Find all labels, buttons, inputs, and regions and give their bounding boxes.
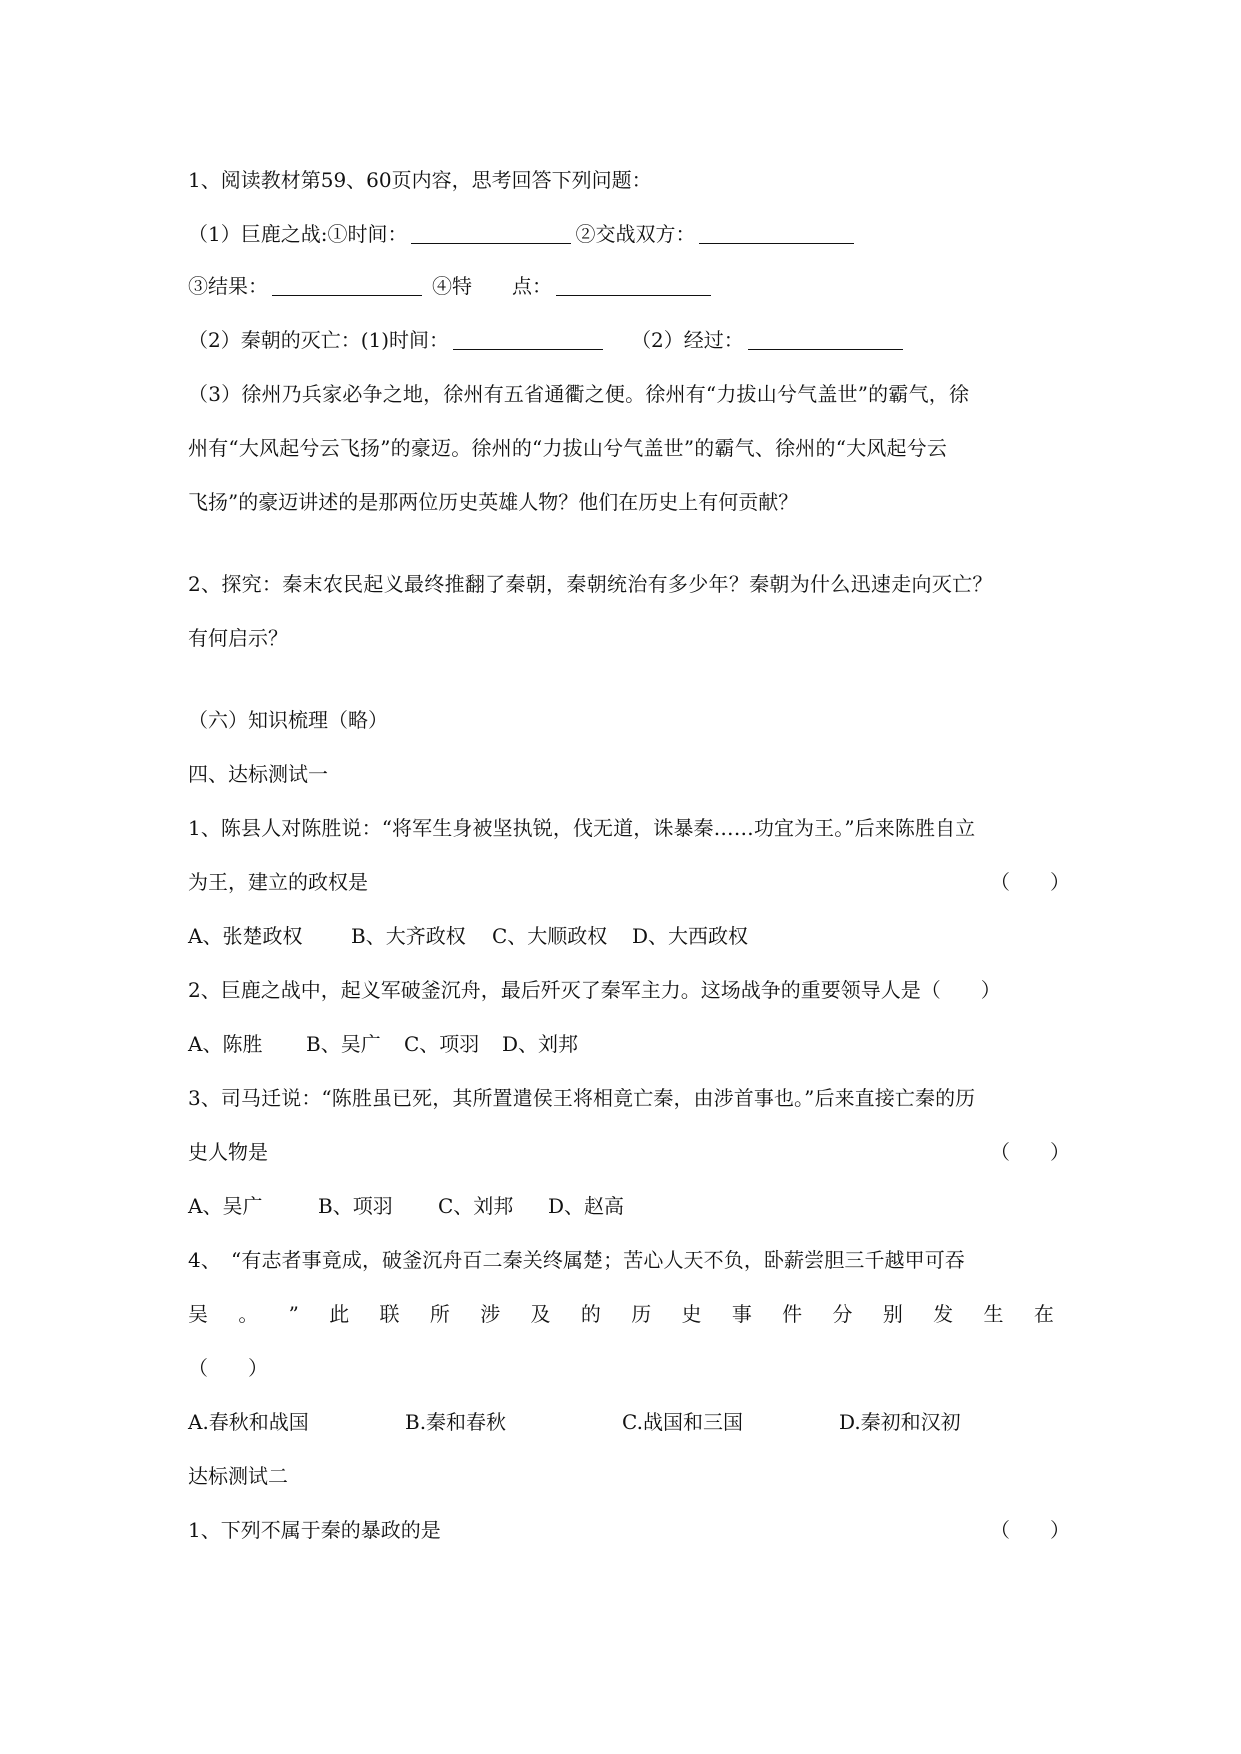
section-test1-heading: 四、达标测试一 bbox=[188, 762, 328, 786]
t4-line2-char: 发 bbox=[933, 1302, 954, 1326]
q2-line2: 有何启示？ bbox=[188, 626, 288, 650]
t4-option-d[interactable]: D.秦初和汉初 bbox=[839, 1410, 961, 1434]
t4-option-a[interactable]: A.春秋和战国 bbox=[188, 1410, 309, 1434]
t1-question-line1: 1、陈县人对陈胜说：“将军生身被坚执锐，伐无道，诛暴秦……功宜为王。”后来陈胜自立 bbox=[188, 816, 976, 840]
t4-option-b[interactable]: B.秦和春秋 bbox=[405, 1410, 507, 1434]
q1-2-prefix: （2）秦朝的灭亡：(1)时间： bbox=[188, 328, 450, 352]
t5-answer-paren[interactable]: （ ） bbox=[990, 1518, 1070, 1542]
t4-line2-char: 历 bbox=[631, 1302, 652, 1326]
t1-option-d[interactable]: D、大西政权 bbox=[632, 924, 749, 948]
section-test2-heading: 达标测试二 bbox=[188, 1464, 288, 1488]
q2-line1: 2、探究：秦末农民起义最终推翻了秦朝，秦朝统治有多少年？秦朝为什么迅速走向灭亡？ bbox=[188, 572, 993, 596]
t4-line2-char: 的 bbox=[580, 1302, 601, 1326]
t5-question-line1: 1、下列不属于秦的暴政的是 bbox=[188, 1518, 441, 1542]
t4-line2-char: 。 bbox=[238, 1302, 259, 1326]
t4-line2-char: 别 bbox=[882, 1302, 903, 1326]
q1-1-line bbox=[188, 224, 858, 244]
t2-option-b[interactable]: B、吴广 bbox=[306, 1032, 381, 1056]
t1-option-c[interactable]: C、大顺政权 bbox=[492, 924, 608, 948]
t4-question-line1: 4、 “有志者事竟成，破釜沉舟百二秦关终属楚；苦心人天不负，卧薪尝胆三千越甲可吞 bbox=[188, 1248, 965, 1272]
t2-question-line1: 2、巨鹿之战中，起义军破釜沉舟，最后歼灭了秦军主力。这场战争的重要领导人是（ ） bbox=[188, 978, 1001, 1002]
t2-option-c[interactable]: C、项羽 bbox=[404, 1032, 480, 1056]
t4-line2-char: 件 bbox=[782, 1302, 803, 1326]
t3-question-line1: 3、司马迁说：“陈胜虽已死，其所置遣侯王将相竟亡秦，由涉首事也。”后来直接亡秦的历 bbox=[188, 1086, 976, 1110]
q1-1-feature-blank[interactable] bbox=[556, 277, 711, 296]
t4-line2-char: 事 bbox=[731, 1302, 752, 1326]
q1-1-time-blank[interactable] bbox=[411, 225, 571, 244]
t3-answer-paren[interactable]: （ ） bbox=[990, 1140, 1070, 1164]
q1-2-line bbox=[188, 330, 907, 350]
t4-answer-paren[interactable]: （ ） bbox=[188, 1356, 268, 1380]
t3-option-c[interactable]: C、刘邦 bbox=[438, 1194, 514, 1218]
t4-line2-char: 在 bbox=[1033, 1302, 1054, 1326]
t4-line2-char: 所 bbox=[429, 1302, 450, 1326]
t4-line2-char: 及 bbox=[530, 1302, 551, 1326]
t1-answer-paren[interactable]: （ ） bbox=[990, 870, 1070, 894]
t1-option-b[interactable]: B、大齐政权 bbox=[351, 924, 466, 948]
q1-2-mid: （2）经过： bbox=[631, 328, 744, 352]
t4-option-c[interactable]: C.战国和三国 bbox=[622, 1410, 743, 1434]
t4-question-line2 bbox=[188, 1304, 1054, 1324]
t4-line2-char: 吴 bbox=[188, 1302, 208, 1326]
t3-option-a[interactable]: A、吴广 bbox=[188, 1194, 263, 1218]
t2-option-a[interactable]: A、陈胜 bbox=[188, 1032, 263, 1056]
q1-3-line1: （3）徐州乃兵家必争之地，徐州有五省通衢之便。徐州有“力拔山兮气盖世”的霸气，徐 bbox=[188, 382, 970, 406]
t4-line2-char: ” bbox=[288, 1302, 299, 1326]
t1-question-line2: 为王，建立的政权是 bbox=[188, 870, 368, 894]
q1-1-parties-blank[interactable] bbox=[699, 225, 854, 244]
t3-option-b[interactable]: B、项羽 bbox=[318, 1194, 393, 1218]
q1-intro: 1、阅读教材第59、60页内容，思考回答下列问题： bbox=[188, 168, 652, 192]
t1-option-a[interactable]: A、张楚政权 bbox=[188, 924, 303, 948]
t4-line2-char: 此 bbox=[329, 1302, 350, 1326]
q1-2-time-blank[interactable] bbox=[453, 331, 603, 350]
q1-1-prefix: （1）巨鹿之战:①时间： bbox=[188, 222, 408, 246]
q1-1-feature-label: ④特 点： bbox=[432, 274, 552, 298]
section-knowledge: （六）知识梳理（略） bbox=[188, 708, 388, 732]
t2-option-d[interactable]: D、刘邦 bbox=[502, 1032, 579, 1056]
t4-line2-char: 分 bbox=[832, 1302, 853, 1326]
t3-question-line2: 史人物是 bbox=[188, 1140, 268, 1164]
t4-line2-char: 联 bbox=[379, 1302, 400, 1326]
t4-line2-char: 涉 bbox=[480, 1302, 501, 1326]
q1-2-process-blank[interactable] bbox=[748, 331, 903, 350]
t3-option-d[interactable]: D、赵高 bbox=[548, 1194, 625, 1218]
t4-line2-char: 史 bbox=[681, 1302, 702, 1326]
t4-line2-char: 生 bbox=[983, 1302, 1004, 1326]
q1-3-line3: 飞扬”的豪迈讲述的是那两位历史英雄人物？他们在历史上有何贡献？ bbox=[188, 490, 799, 514]
q1-1-result-blank[interactable] bbox=[272, 277, 422, 296]
q1-1-mid: ②交战双方： bbox=[575, 222, 696, 246]
q1-1-line2 bbox=[188, 276, 715, 296]
q1-1-result-label: ③结果： bbox=[188, 274, 268, 298]
q1-3-line2: 州有“大风起兮云飞扬”的豪迈。徐州的“力拔山兮气盖世”的霸气、徐州的“大风起兮云 bbox=[188, 436, 948, 460]
